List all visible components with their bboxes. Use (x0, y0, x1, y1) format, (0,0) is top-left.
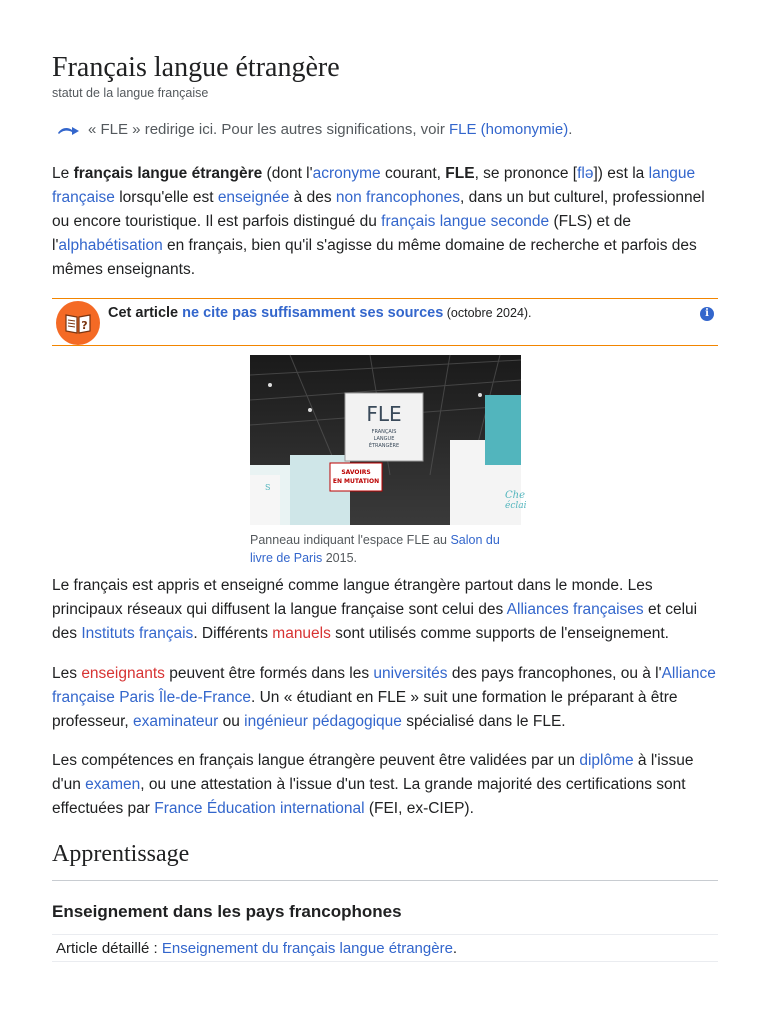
sign2-line1: SAVOIRS (341, 469, 371, 476)
detail-end: . (452, 940, 458, 957)
link-francais-langue-seconde[interactable]: français langue seconde (381, 213, 550, 230)
sign-sub1: FRANÇAIS (371, 429, 397, 435)
text: courant, (380, 165, 446, 182)
text: , se prononce [ (474, 165, 578, 182)
text: des pays francophones, ou à l' (447, 665, 662, 682)
paragraph-enseignants (52, 662, 718, 734)
notice-date: (octobre 2024). (443, 306, 532, 320)
link-ipa[interactable]: flə (577, 165, 594, 182)
svg-text:Che: Che (505, 490, 526, 501)
link-enseignement-fle[interactable]: Enseignement du français langue étrangère (161, 940, 453, 957)
text: , ou une attestation à l'issue d'un test. La grande majorité des certifications sont effectuées par (52, 776, 686, 817)
redirect-arrow-icon (56, 120, 82, 140)
link-enseignants[interactable]: enseignants (81, 665, 165, 682)
notice-text (108, 303, 532, 323)
book-question-icon (56, 301, 100, 345)
text: . Différents (193, 625, 273, 642)
svg-text:?: ? (81, 319, 88, 332)
text: , dans un but culturel, professionnel ou encore touristique. Il est parfois distingué du (52, 189, 705, 230)
info-icon[interactable]: i (700, 307, 714, 321)
link-alphabetisation[interactable]: alphabétisation (58, 237, 163, 254)
hatnote-link[interactable]: FLE (homonymie) (449, 121, 569, 138)
link-examen[interactable]: examen (85, 776, 141, 793)
text: sont utilisés comme supports de l'enseignement. (330, 625, 669, 642)
text: Les (52, 665, 82, 682)
photo-fle-sign[interactable] (250, 355, 527, 525)
text: (dont l' (262, 165, 313, 182)
hatnote (52, 120, 572, 140)
paragraph-competences (52, 749, 718, 821)
svg-text:S: S (485, 448, 492, 458)
hatnote-end: . (568, 121, 573, 138)
link-alliances-francaises[interactable]: Alliances françaises (506, 601, 644, 618)
link-instituts-francais[interactable]: Instituts français (81, 625, 194, 642)
text: à des (289, 189, 336, 206)
text: ]) est la (593, 165, 649, 182)
text: ou (218, 713, 245, 730)
link-manuels[interactable]: manuels (272, 625, 331, 642)
text: peuvent être formés dans les (164, 665, 374, 682)
link-diplome[interactable]: diplôme (579, 752, 634, 769)
text: Le français est appris et enseigné comme langue étrangère partout dans le monde. Les principaux réseaux qui diffusent la langue française sont celui des (52, 577, 653, 618)
hatnote-text: « FLE » redirige ici. Pour les autres significations, voir (88, 121, 445, 138)
figure (250, 355, 527, 567)
text: . Un « étudiant en FLE » suit une formation le préparant à être professeur, (52, 689, 678, 730)
bold-term: FLE (445, 165, 475, 182)
link-france-education-international[interactable]: France Éducation international (154, 800, 365, 817)
sources-notice (52, 298, 718, 346)
link-universites[interactable]: universités (373, 665, 448, 682)
sign-sub3: ÉTRANGÈRE (368, 443, 400, 449)
text: spécialisé dans le FLE. (401, 713, 566, 730)
svg-text:S: S (265, 483, 271, 492)
bold-term: français langue étrangère (73, 165, 263, 182)
link-salon-du-livre[interactable]: Salon du livre de Paris (250, 533, 500, 565)
text: (FLS) et de l' (52, 213, 632, 254)
link-ingenieur-pedagogique[interactable]: ingénieur pédagogique (244, 713, 402, 730)
subsection-heading: Enseignement dans les pays francophones (52, 902, 402, 921)
text: Le (52, 165, 74, 182)
link-acronyme[interactable]: acronyme (312, 165, 381, 182)
page-subtitle: statut de la langue française (52, 86, 209, 100)
text: en français, bien qu'il s'agisse du même domaine de recherche et parfois des mêmes enseignants. (52, 237, 697, 278)
link-non-francophones[interactable]: non francophones (335, 189, 460, 206)
link-enseignee[interactable]: enseignée (217, 189, 290, 206)
text: Panneau indiquant l'espace FLE au (250, 533, 451, 547)
intro-paragraph (52, 162, 718, 282)
page-title: Français langue étrangère (52, 52, 340, 83)
paragraph-reseaux (52, 574, 718, 646)
text: (FEI, ex-CIEP). (364, 800, 474, 817)
sign-sub2: LANGUE (373, 436, 395, 442)
notice-link[interactable]: ne cite pas suffisamment ses sources (182, 305, 444, 321)
text: Les compétences en français langue étrangère peuvent être validées par un (52, 752, 580, 769)
link-alliance-francaise-paris[interactable]: Alliance française Paris Île-de-France (52, 665, 716, 706)
text: 2015. (322, 551, 358, 565)
link-langue-francaise[interactable]: langue française (52, 165, 696, 206)
link-examinateur[interactable]: examinateur (133, 713, 219, 730)
text: lorsqu'elle est (114, 189, 218, 206)
figure-caption (250, 531, 505, 567)
sign-title: FLE (366, 402, 402, 426)
notice-lead: Cet article (108, 305, 183, 321)
sign2-line2: EN MUTATION (332, 478, 380, 485)
text: et celui des (52, 601, 698, 642)
text: à l'issue d'un (52, 752, 694, 793)
svg-text:éclai: éclai (505, 501, 527, 511)
detail-label: Article détaillé : (56, 940, 162, 957)
detailed-article-note (52, 934, 718, 962)
section-heading-apprentissage: Apprentissage (52, 838, 718, 881)
